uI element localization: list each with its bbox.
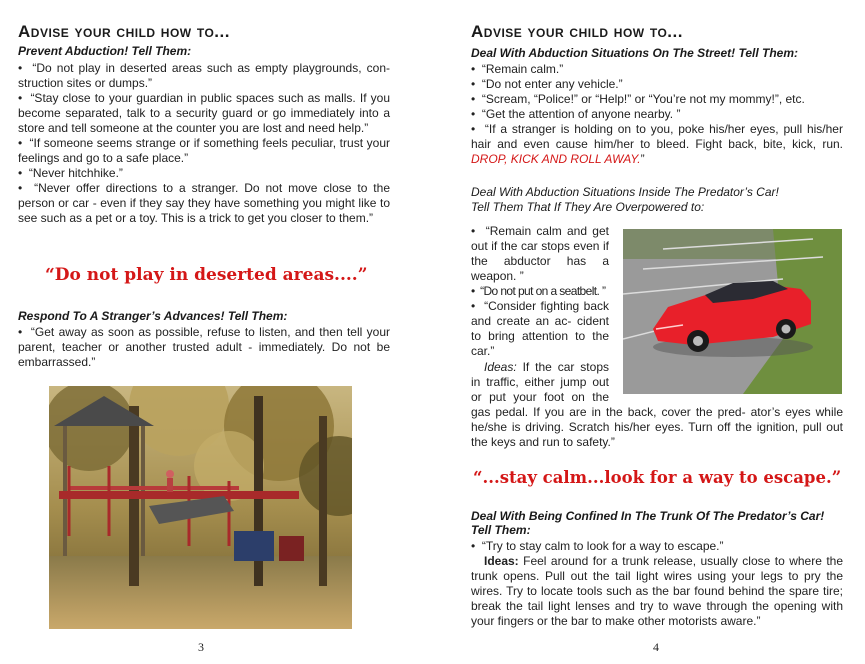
ideas-paragraph: Ideas: If the car stops in traffic, either jump out or put your foot on the gas pedal. If you are in the back, cover the pred- ator’s eyes while he/she is driving. Scratch his/her eyes. Turn off the ignition, pull out the keys and run to safety.” (471, 360, 843, 449)
page-number: 4 (653, 640, 659, 654)
list-item: • “Never hitchhike.” (18, 166, 123, 180)
list-item: • “If a stranger is holding on to you, poke his/her eyes, pull his/her hair and even cause him/her to bleed. Fight back, bite, kick, run. DROP, KICK AND ROLL AWAY.” (471, 122, 843, 166)
list-item: • “Consider fighting back and create an ac- cident to bring attention to the car.” (471, 299, 610, 358)
list-item: • “Do not enter any vehicle.” (471, 77, 623, 91)
bullet-list (18, 325, 390, 370)
list-item: • “Remain calm.” (471, 62, 564, 76)
bullet-list (471, 539, 843, 554)
list-item: • “If someone seems strange or if something feels peculiar, trust your feelings and go to a safe place.” (18, 136, 391, 165)
page-heading: Advise your child how to... (471, 22, 683, 41)
section-title: Tell Them That If They Are Overpowered to: (471, 200, 705, 214)
list-item: • “Get away as soon as possible, refuse to listen, and then tell your parent, teacher or another trusted adult - immediately. Do not be embarrassed.” (18, 325, 391, 369)
section-title: Tell Them: (471, 523, 531, 537)
section-title: Deal With Being Confined In The Trunk Of The Predator’s Car! (471, 509, 825, 523)
bullet-list (18, 61, 390, 226)
section-title: Prevent Abduction! Tell Them: (18, 44, 192, 58)
list-item: • “Stay close to your guardian in public spaces such as malls. If you become separated, talk to a security guard or go immediately into a store and tell someone at the counter you are lost and need help.” (18, 91, 390, 135)
list-item: • “Try to stay calm to look for a way to escape.” (471, 539, 724, 553)
ideas-label: Ideas: (484, 360, 517, 374)
page-number: 3 (198, 640, 204, 654)
page-left (0, 0, 432, 664)
bullet-list (471, 62, 843, 167)
section-title: Deal With Abduction Situations Inside The Predator’s Car! (471, 185, 779, 199)
ideas-label: Ideas: (484, 554, 519, 568)
pull-quote: “...stay calm...look for a way to escape.” (473, 468, 842, 487)
list-item: • “Do not play in deserted areas such as empty playgrounds, con- struction sites or dumps.” (18, 61, 390, 90)
section-title: Respond To A Stranger’s Advances! Tell Them: (18, 309, 288, 323)
ideas-paragraph: Ideas: Feel around for a trunk release, usually close to where the trunk opens. Pull out the tail light wires using your legs to pry the wires. Try to locate tools such as the bar found behind the spare tire; break the tail light lenses and try to wave through the opening with your fingers or the bar to make other motorists aware.” (471, 554, 843, 628)
text-wrap-spacer (609, 360, 843, 394)
list-item: • “Get the attention of anyone nearby. ” (471, 107, 681, 121)
list-item: • “Never offer directions to a stranger. Do not move close to the person or car - even if they say they have something you might like to see such as a pet or a toy. This is a trick to get you closer to them.” (18, 181, 390, 225)
bullet-list (471, 224, 609, 359)
list-item: • “Scream, “Police!” or “Help!” or “You’re not my mommy!”, etc. (471, 92, 805, 106)
section-title: Deal With Abduction Situations On The Street! Tell Them: (471, 46, 799, 60)
playground-photo (49, 386, 352, 629)
list-item: • “Do not put on a seatbelt. ” (471, 284, 606, 298)
pull-quote: “Do not play in deserted areas....” (45, 265, 368, 285)
page-right (433, 0, 865, 664)
page-heading: Advise your child how to... (18, 22, 230, 41)
emphasis-text: DROP, KICK AND ROLL AWAY. (471, 152, 641, 166)
list-item: • “Remain calm and get out if the car stops even if the abductor has a weapon. ” (471, 224, 609, 283)
